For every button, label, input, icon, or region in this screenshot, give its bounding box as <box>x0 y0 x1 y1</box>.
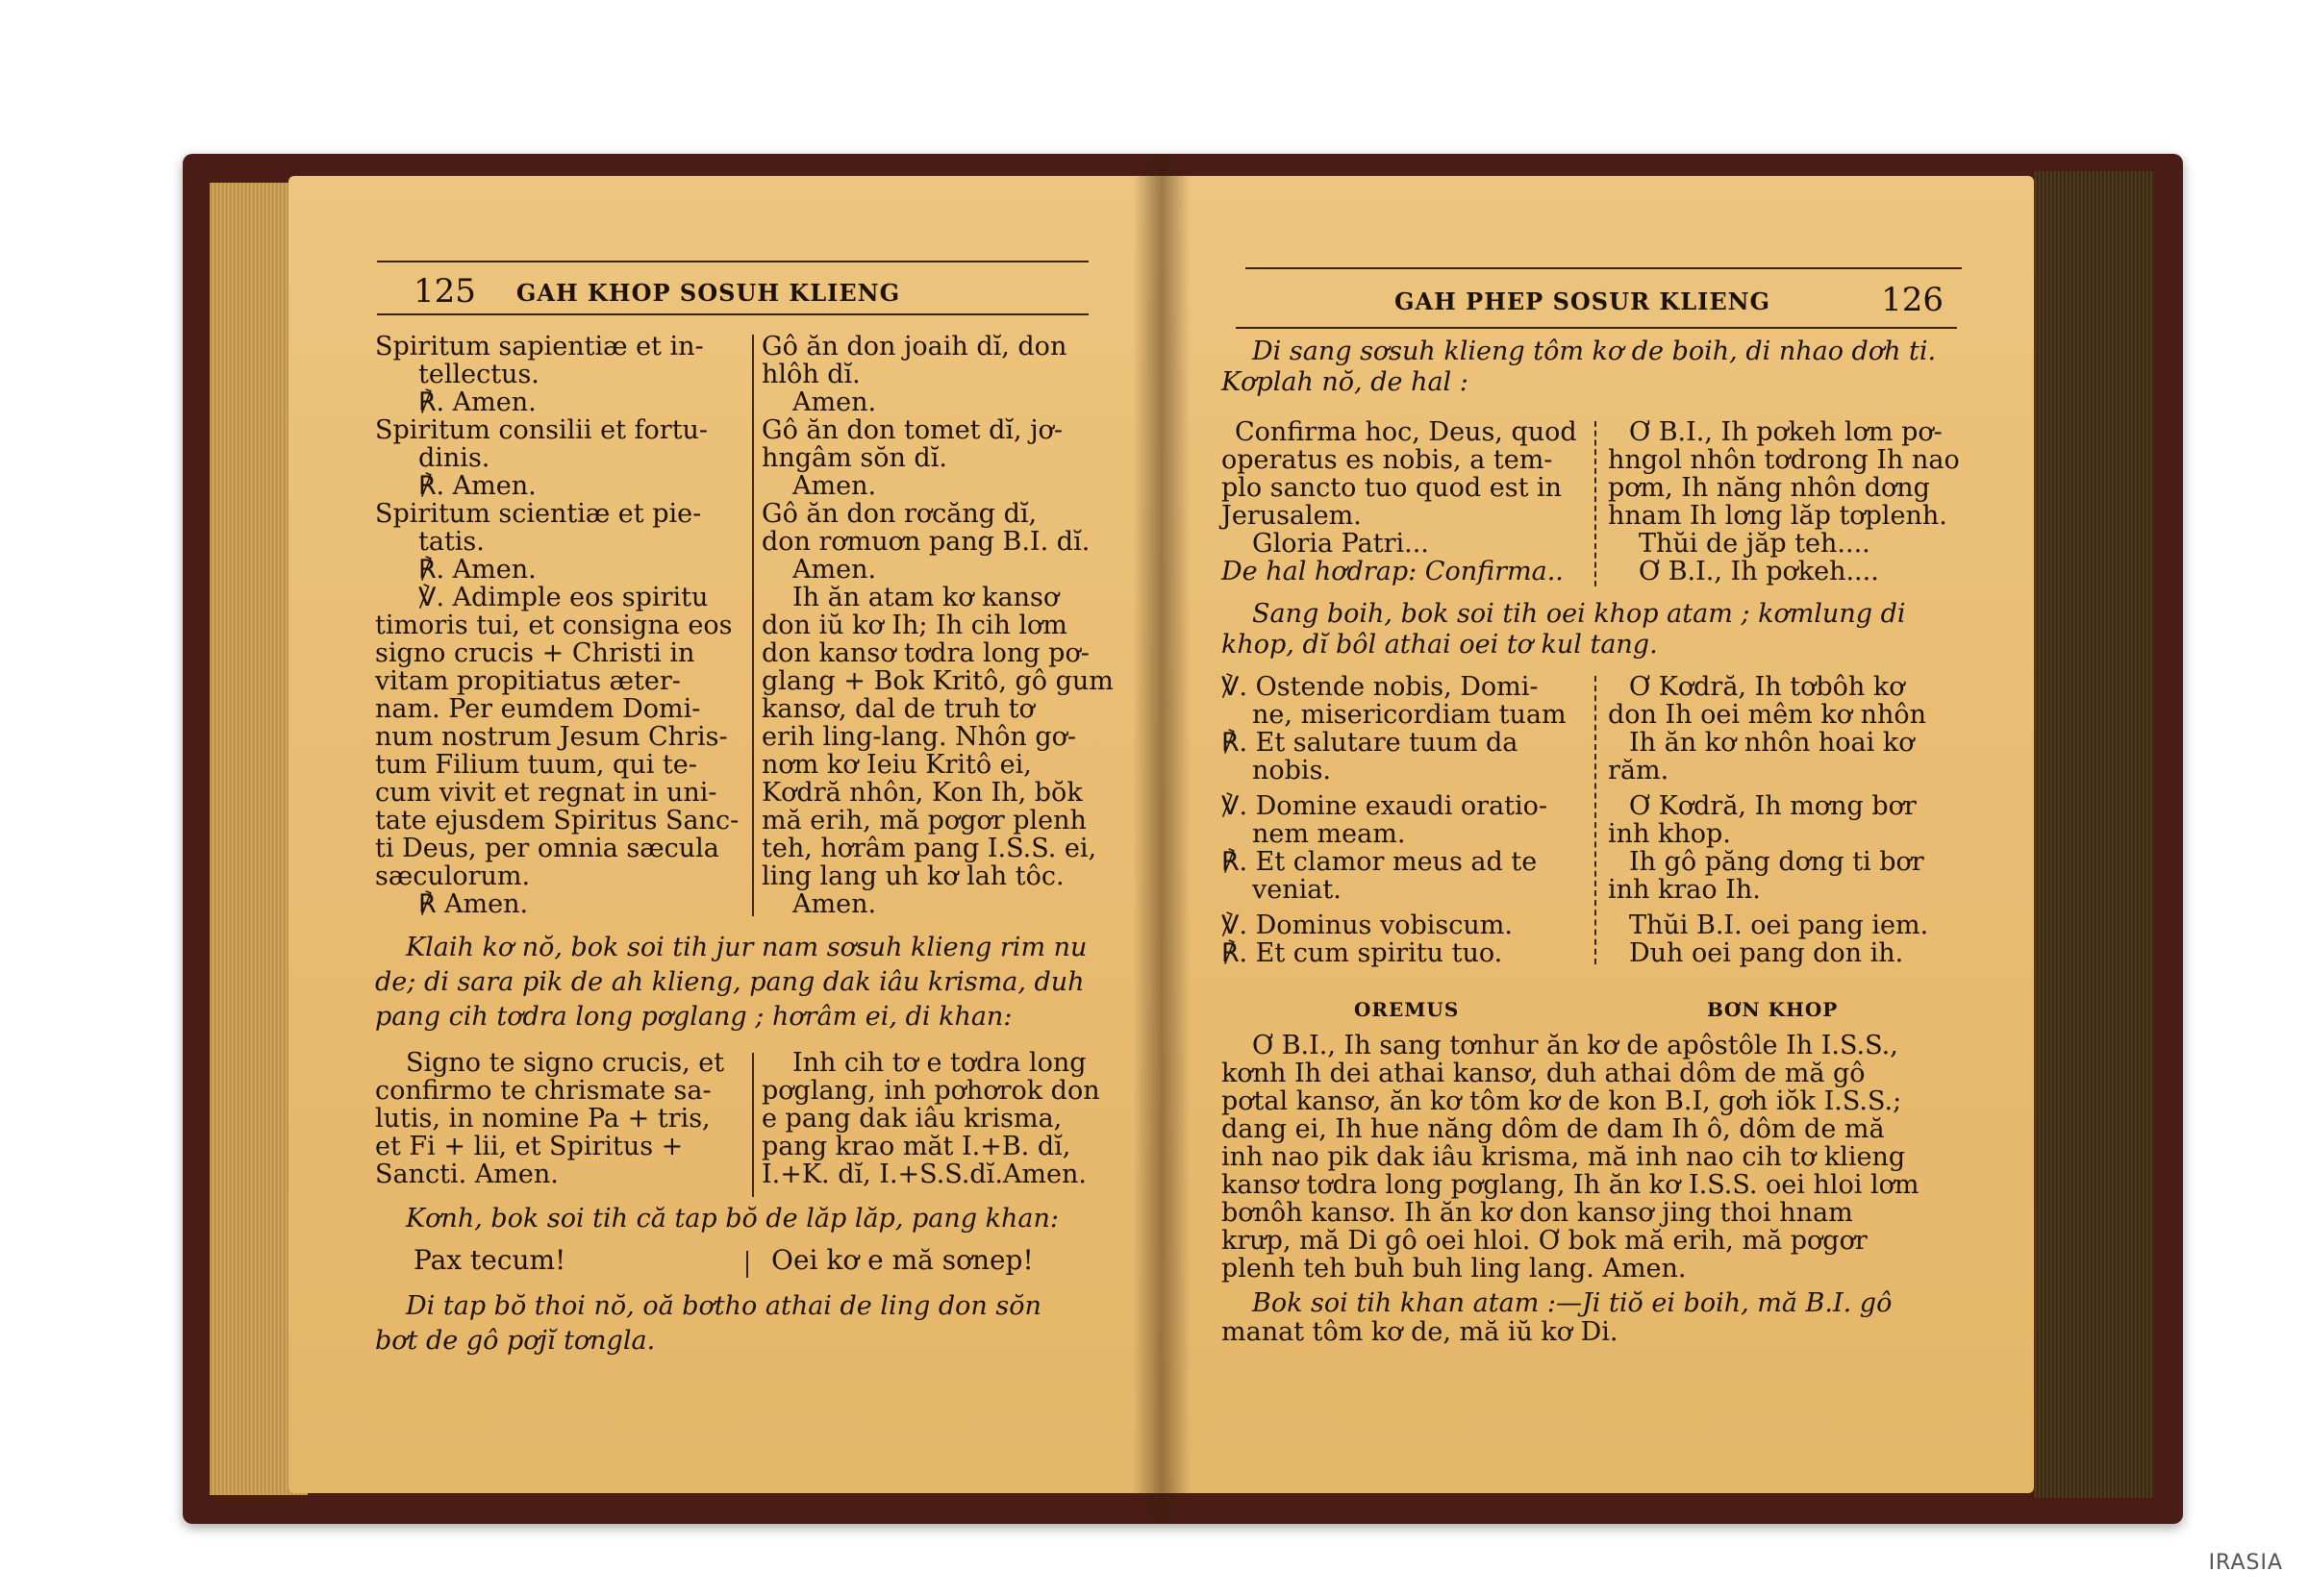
page-number: 125 <box>414 272 476 311</box>
page-number: 126 <box>1881 281 1944 319</box>
rubric-instruction-2: Sang boih, bok soi tih oei khop atam ; kơmlung di khop, dĭ bôl athai oei tơ kul tang. <box>1221 599 1906 660</box>
column-divider-2 <box>752 1053 754 1197</box>
header-rule <box>1236 327 1957 329</box>
spine-gutter <box>1133 156 1191 1521</box>
top-rule <box>1245 267 1962 269</box>
watermark-label: IRASIA <box>2208 1551 2283 1575</box>
column-divider <box>1594 421 1596 586</box>
pax-divider <box>746 1251 748 1278</box>
rubric-instruction-1: Di sang sơsuh klieng tôm kơ de boih, di nhao dơh ti. Kơplah nŏ, de hal : <box>1221 337 1937 397</box>
column-divider-2 <box>1594 676 1596 964</box>
rubric-instruction-1: Klaih kơ nŏ, bok soi tih jur nam sơsuh klieng rim nu de; di sara pik de ah klieng, pang dak iâu krisma, duh pang cih tơdra long pơglang ; hơrâm ei, di khan: <box>375 933 1088 1032</box>
left-page <box>288 176 1171 1493</box>
bon-khop-heading: BƠN KHOP <box>1707 998 1839 1021</box>
signo-bahnar: Inh cih tơ e tơdra long pơglang, inh pơhơrok don e pang dak iâu krisma, pang krao măt I.+B. dĭ, I.+K. dĭ, I.+S.S.dĭ.Amen. <box>762 1048 1100 1189</box>
top-rule <box>377 261 1089 262</box>
rubric-instruction-2: Kơnh, bok soi tih că tap bŏ de lăp lăp, pang khan: <box>406 1204 1059 1234</box>
prayer-text: Ơ B.I., Ih sang tơnhur ăn kơ de apôstôle Ih I.S.S., kơnh Ih dei athai kansơ, duh athai dôm de mă gô pơtal kansơ, ăn kơ tôm kơ de kon B.I, gơh iŏk I.S.S.; dang ei, Ih hue năng dôm de dam Ih ô, dôm de mă inh nao pik dak iâu krisma, mă inh nao cih tơ klieng kansơ tơdra long pơglang, Ih ăn kơ I.S.S. oei hloi lơm bơnôh kansơ. Ih ăn kơ don kansơ jing thoi hnam krưp, mă Di gô oei hloi. Ơ bok mă erih, mă pơgơr plenh teh buh buh ling lang. Amen. <box>1221 1031 1919 1284</box>
latin-column: Spiritum sapientiæ et in- tellectus. ℟. Amen. Spiritum consilii et fortu- dinis. ℟. Amen. Spiritum scientiæ et pie- tatis. ℟. Amen. ℣. Adimple eos spiritu timoris tui, et consigna eos signo crucis + Christi in vitam propitiatus æter- nam. Per eumdem Domi- num nostrum Jesum Chris- tum Filium tuum, qui te- cum vivit et regnat in uni- tate ejusdem Spiritus Sanc- ti Deus, per omnia sæcula sæculorum. ℟ Amen. <box>375 332 740 919</box>
bahnar-column: Gô ăn don joaih dĭ, don hlôh dĭ. Amen. Gô ăn don tomet dĭ, jơ- hngâm sŏn dĭ. Amen. Gô ăn don rơcăng dĭ, don rơmuơn pang B.I. dĭ. Amen. Ih ăn atam kơ kansơ don iŭ kơ Ih; Ih cih lơm don kansơ tơdra long pơ- glang + Bok Kritô, gô gum kansơ, dal de truh tơ erih ling-lang. Nhôn gơ- nơm kơ Ieiu Kritô ei, Kơdră nhôn, Kon Ih, bŏk mă erih, mă pơgơr plenh teh, hơrâm pang I.S.S. ei, ling lang uh kơ lah tôc. Amen. <box>762 332 1114 919</box>
closing-instruction: Bok soi tih khan atam :—Ji tiŏ ei boih, mă B.I. gô manat tôm kơ de, mă iŭ kơ Di. <box>1221 1288 1893 1347</box>
confirma-bahnar: Ơ B.I., Ih pơkeh lơm pơ- hngol nhôn tơdrong Ih nao pơm, Ih năng nhôn dơng hnam Ih lơng lăp tơplenh. Thŭi de jăp teh.... Ơ B.I., Ih pơkeh.... <box>1608 417 1960 586</box>
confirma-latin: Confirma hoc, Deus, quod operatus es nobis, a tem- plo sancto tuo quod est in Jerusalem. Gloria Patri... De hal hơdrap: Confirma.. <box>1221 417 1577 586</box>
oremus-heading: OREMUS <box>1354 998 1460 1021</box>
versicle-bahnar: Ơ Kơdră, Ih tơbôh kơ don Ih oei mêm kơ nhôn Ih ăn kơ nhôn hoai kơ răm. Ơ Kơdră, Ih mơng bơr inh khop. Ih gô păng dơng ti bơr inh krao Ih. Thŭi B.I. oei pang iem. Duh oei pang don ih. <box>1608 672 1929 968</box>
column-divider <box>752 335 754 916</box>
running-title: GAH PHEP SOSUR KLIENG <box>1394 287 1771 315</box>
header-rule <box>377 313 1089 315</box>
right-page <box>1164 176 2034 1493</box>
pax-latin: Pax tecum! <box>414 1244 566 1276</box>
signo-latin: Signo te signo crucis, et confirmo te chrismate sa- lutis, in nomine Pa + tris, et Fi + lii, et Spiritus + Sancti. Amen. <box>375 1048 725 1189</box>
versicle-latin: ℣. Ostende nobis, Domi- ne, misericordiam tuam ℟. Et salutare tuum da nobis. ℣. Domine exaudi oratio- nem meam. ℟. Et clamor meus ad te veniat. ℣. Dominus vobiscum. ℟. Et cum spiritu tuo. <box>1221 672 1567 968</box>
pax-bahnar: Oei kơ e mă sơnep! <box>771 1244 1034 1276</box>
right-page-edges <box>2034 171 2154 1498</box>
rubric-instruction-3: Di tap bŏ thoi nŏ, oă bơtho athai de ling don sŏn bơt de gô pơjĭ tơngla. <box>375 1291 1041 1356</box>
running-title: GAH KHOP SOSUH KLIENG <box>515 279 901 307</box>
